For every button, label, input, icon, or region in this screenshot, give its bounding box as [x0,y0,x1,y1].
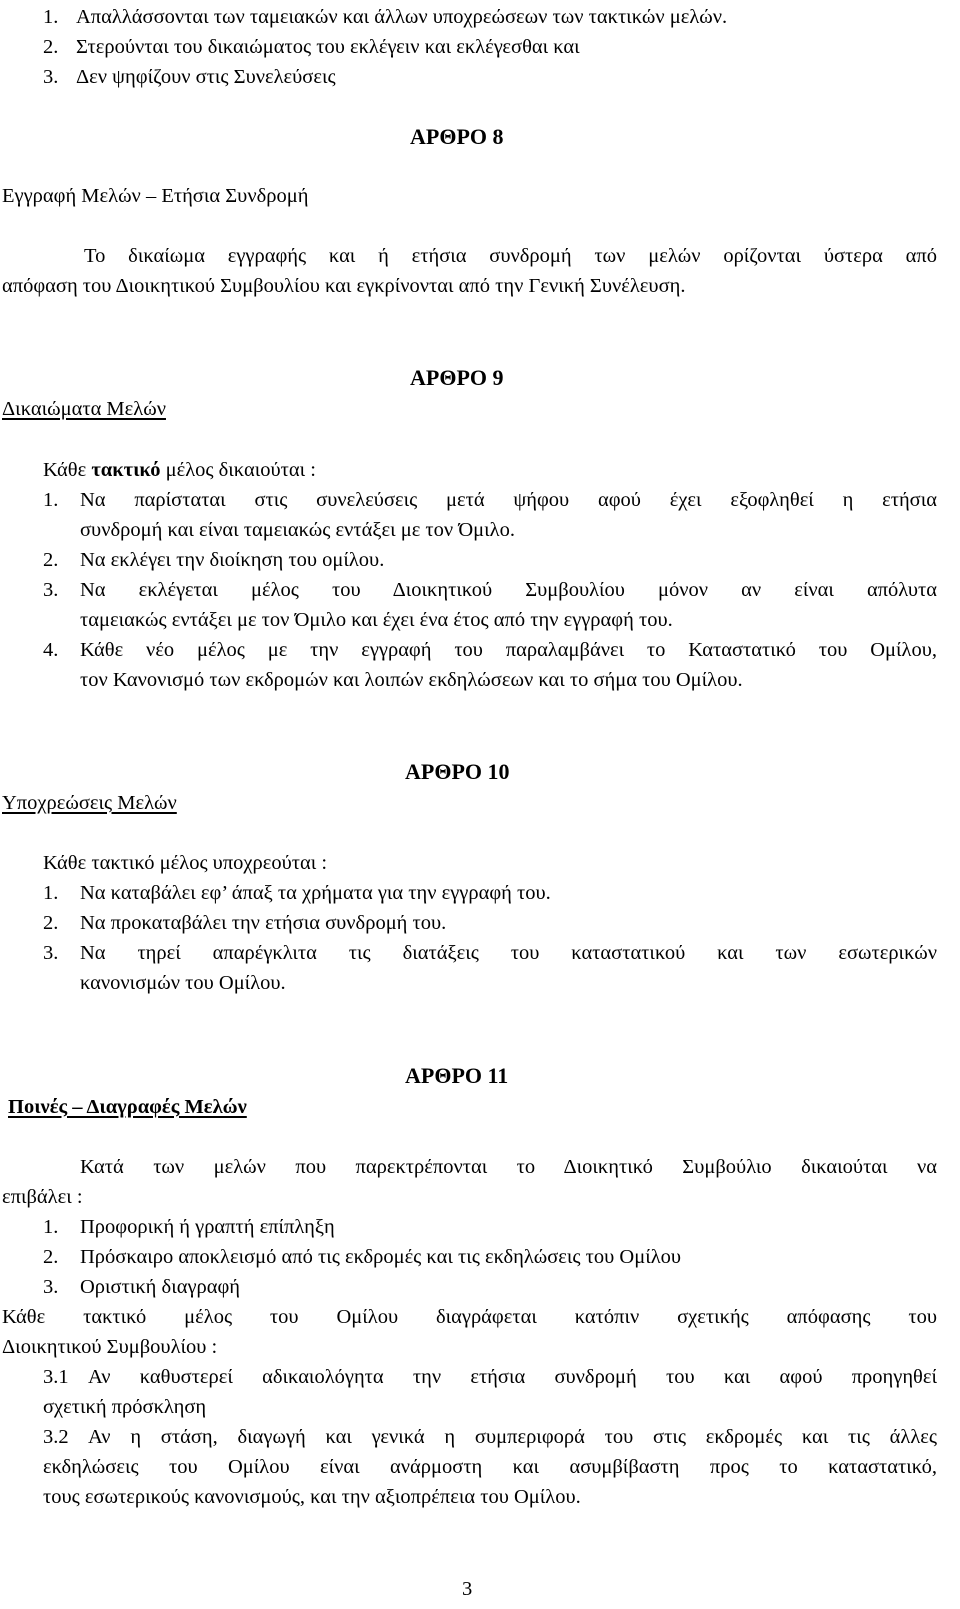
article-9-item-3-line-1: Να εκλέγεται μέλος του Διοικητικού Συμβουλίου μόνον αν είναι απόλυτα [80,579,937,601]
article-11-sub-1-line-2: σχετική πρόσκληση [43,1396,207,1418]
article-9-item-4-line-2: τον Κανονισμό των εκδρομών και λοιπών εκδηλώσεων και το σήμα του Ομίλου. [80,669,743,691]
article-11-sub-2-line-3: τους εσωτερικούς κανονισμούς, και την αξιοπρέπεια του Ομίλου. [43,1486,581,1508]
article-9-item-2-num: 2. [43,549,59,571]
article-11-item-2-num: 2. [43,1246,59,1268]
article-11-sub-2-line-1: Αν η στάση, διαγωγή και γενικά η συμπεριφορά του στις εκδρομές και τις άλλες [88,1426,937,1448]
article-11-paragraph-2-line-2: Διοικητικού Συμβουλίου : [2,1336,218,1358]
article-9-item-4-num: 4. [43,639,59,661]
article-9-heading: ΑΡΘΡΟ 9 [410,365,504,390]
article-10-heading: ΑΡΘΡΟ 10 [405,759,510,784]
article-9-item-1-num: 1. [43,489,59,511]
article-11-item-1-num: 1. [43,1216,59,1238]
article-11-paragraph-1-line-1: Κατά των μελών που παρεκτρέπονται το Διοικητικό Συμβούλιο δικαιούται να [80,1156,937,1178]
article-9-item-4-line-1: Κάθε νέο μέλος με την εγγραφή του παραλαμβάνει το Καταστατικό του Ομίλου, [80,639,937,661]
article-11-sub-2-line-2: εκδηλώσεις του Ομίλου είναι ανάρμοστη και ασυμβίβαστη προς το καταστατικό, [43,1456,937,1478]
article-10-item-2-line-1: Να προκαταβάλει την ετήσια συνδρομή του. [80,912,447,934]
article-9-intro: Κάθε τακτικό μέλος δικαιούται : [43,459,316,481]
article-9-item-1-line-1: Να παρίσταται στις συνελεύσεις μετά ψήφου αφού έχει εξοφληθεί η ετήσια [80,489,937,511]
article-11-item-3-num: 3. [43,1276,59,1298]
top-list-item-2: 2. Στερούνται του δικαιώματος του εκλέγειν και εκλέγεσθαι και [43,36,580,58]
article-8-paragraph-line-2: απόφαση του Διοικητικού Συμβουλίου και εγκρίνονται από την Γενική Συνέλευση. [2,275,686,297]
article-11-heading: ΑΡΘΡΟ 11 [405,1063,509,1088]
article-11-sub-1-num: 3.1 [43,1366,69,1388]
article-10-item-3-line-2: κανονισμών του Ομίλου. [80,972,286,994]
article-11-item-2-line-1: Πρόσκαιρο αποκλεισμό από τις εκδρομές και τις εκδηλώσεις του Ομίλου [80,1246,682,1268]
article-8-paragraph-line-1: Το δικαίωμα εγγραφής και ή ετήσια συνδρομή των μελών ορίζονται ύστερα από [84,245,937,267]
article-11-paragraph-2-line-1: Κάθε τακτικό μέλος του Ομίλου διαγράφεται κατόπιν σχετικής απόφασης του [2,1306,937,1328]
article-11-title: Ποινές – Διαγραφές Μελών [8,1096,247,1118]
article-9-title: Δικαιώματα Μελών [2,398,166,420]
article-8-heading: ΑΡΘΡΟ 8 [410,124,504,149]
top-list-item-1: 1. Απαλλάσσονται των ταμειακών και άλλων υποχρεώσεων των τακτικών μελών. [43,6,728,28]
article-8-title: Εγγραφή Μελών – Ετήσια Συνδρομή [2,185,309,207]
article-10-intro: Κάθε τακτικό μέλος υποχρεούται : [43,852,328,874]
article-11-item-3-line-1: Οριστική διαγραφή [80,1276,241,1298]
article-10-item-1-num: 1. [43,882,59,904]
article-9-item-2-line-1: Να εκλέγει την διοίκηση του ομίλου. [80,549,385,571]
article-11-sub-2-num: 3.2 [43,1426,69,1448]
article-11-sub-1-line-1: Αν καθυστερεί αδικαιολόγητα την ετήσια συνδρομή του και αφού προηγηθεί [88,1366,937,1388]
article-10-item-1-line-1: Να καταβάλει εφ’ άπαξ τα χρήματα για την εγγραφή του. [80,882,551,904]
article-9-item-3-line-2: ταμειακώς εντάξει με τον Όμιλο και έχει ένα έτος από την εγγραφή του. [80,609,673,631]
article-10-item-3-line-1: Να τηρεί απαρέγκλιτα τις διατάξεις του καταστατικού και των εσωτερικών [80,942,937,964]
article-10-item-2-num: 2. [43,912,59,934]
article-10-title: Υποχρεώσεις Μελών [2,792,177,814]
page-number: 3 [462,1578,473,1600]
top-list-item-3: 3. Δεν ψηφίζουν στις Συνελεύσεις [43,66,336,88]
article-11-item-1-line-1: Προφορική ή γραπτή επίπληξη [80,1216,335,1238]
article-9-item-3-num: 3. [43,579,59,601]
article-9-item-1-line-2: συνδρομή και είναι ταμειακώς εντάξει με τον Όμιλο. [80,519,515,541]
article-11-paragraph-1-line-2: επιβάλει : [2,1186,83,1208]
article-10-item-3-num: 3. [43,942,59,964]
